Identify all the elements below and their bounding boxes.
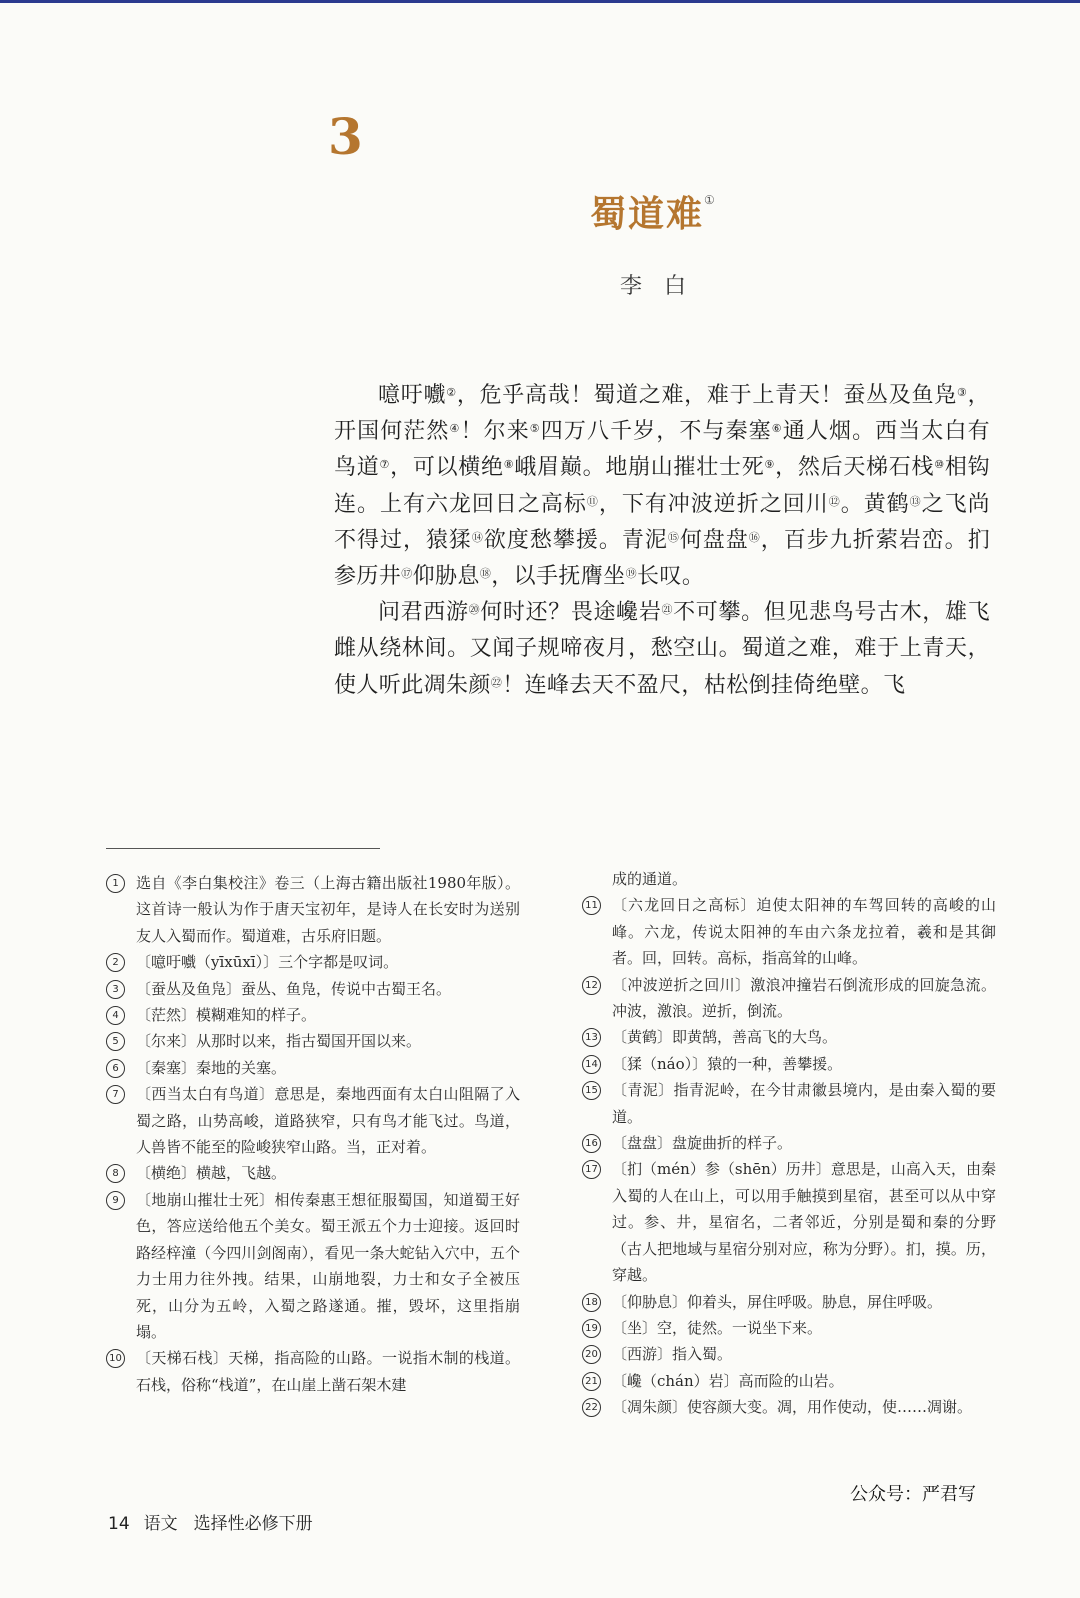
footnote-marker: ⑦ xyxy=(379,458,391,472)
poem-text: 长叹。 xyxy=(637,564,705,590)
poem-text: 仰胁息 xyxy=(412,564,480,590)
footnote-marker: ⑮ xyxy=(667,530,680,544)
wechat-account-label: 公众号：严君写 xyxy=(850,1484,976,1505)
footnote-item xyxy=(582,1368,996,1394)
footnotes-left-column xyxy=(106,870,520,1398)
footnote-text: 〔黄鹤〕即黄鹄，善高飞的大鸟。 xyxy=(612,1028,838,1047)
poem-author: 李白 xyxy=(620,274,709,299)
footnote-marker: ⑳ xyxy=(468,603,481,617)
footnote-item xyxy=(106,976,520,1002)
poem-text: ，然后天梯石栈 xyxy=(775,455,935,481)
poem-text: 峨眉巅。地崩山摧壮士死 xyxy=(514,455,765,481)
footnote-text: 选自《李白集校注》卷三（上海古籍出版社1980年版）。这首诗一般认为作于唐天宝初年，是诗人在长安时为送别友人入蜀而作。蜀道难，古乐府旧题。 xyxy=(136,874,520,945)
footer-book: 选择性必修下册 xyxy=(193,1514,313,1534)
footnote-item xyxy=(582,1394,996,1420)
footnote-marker: ② xyxy=(446,386,457,399)
footnote-marker: ㉒ xyxy=(490,675,503,689)
poem-paragraph xyxy=(334,595,990,704)
footnote-marker: ⑭ xyxy=(471,530,484,544)
footnote-marker: ⑬ xyxy=(909,494,922,508)
poem-text: 问君西游 xyxy=(378,600,469,626)
footnote-text: 〔猱（náo）〕猿的一种，善攀援。 xyxy=(612,1054,843,1073)
poem-title xyxy=(590,193,717,235)
footnote-number: 9 xyxy=(106,1191,125,1210)
footnote-item xyxy=(106,1160,520,1186)
poem-text: ，开国何茫然 xyxy=(334,383,991,445)
footnote-text: 〔地崩山摧壮士死〕相传秦惠王想征服蜀国，知道蜀王好色，答应送给他五个美女。蜀王派五个力士迎接。返回时路经梓潼（今四川剑阁南），看见一条大蛇钻入穴中，五个力士用力往外拽。结果，山崩地裂，力士和女子全被压死，山分为五岭，入蜀之路遂通。摧，毁坏，这里指崩塌。 xyxy=(136,1190,520,1341)
footnote-marker: ㉑ xyxy=(661,603,674,617)
footnote-number: 16 xyxy=(582,1134,601,1153)
footnote-item xyxy=(106,949,520,975)
footnote-item xyxy=(582,1130,996,1156)
poem-text: ，下有冲波逆折之回川 xyxy=(598,491,829,517)
footnote-item xyxy=(582,1051,996,1077)
poem-text: ！尔来 xyxy=(460,419,530,445)
page-number: 14 xyxy=(108,1514,130,1534)
footnote-marker: ⑲ xyxy=(625,567,638,581)
footnote-text: 〔六龙回日之高标〕迫使太阳神的车驾回转的高峻的山峰。六龙，传说太阳神的车由六条龙拉着，羲和是其御者。回，回转。高标，指高耸的山峰。 xyxy=(612,896,996,968)
footnote-text: 〔巉（chán）岩〕高而险的山岩。 xyxy=(612,1371,844,1390)
footnote-item xyxy=(582,1289,996,1315)
footnote-item xyxy=(106,1028,520,1054)
footnote-number: 12 xyxy=(582,976,601,995)
footnote-item xyxy=(106,870,520,949)
poem-text: 欲度愁攀援。青泥 xyxy=(483,527,668,553)
footnote-continuation: 成的通道。 xyxy=(612,870,688,888)
poem-text: 通人烟。西当太白有鸟道 xyxy=(334,419,990,481)
footnote-marker: ⑥ xyxy=(771,422,783,436)
footnote-marker: ⑨ xyxy=(764,458,776,472)
poem-text: 何时还？畏途巉岩 xyxy=(480,600,662,626)
footnote-marker: ⑱ xyxy=(479,567,492,581)
footnotes-right-column xyxy=(582,866,996,1421)
poem-text: 四万八千岁，不与秦塞 xyxy=(540,419,772,445)
footnote-number: 11 xyxy=(582,896,601,915)
poem-text: ，可以横绝 xyxy=(390,455,504,481)
footnote-number: 19 xyxy=(582,1319,601,1338)
poem-text: 相钩连。上有六龙回日之高标 xyxy=(334,455,991,517)
top-border xyxy=(0,0,1080,3)
footnote-number: 5 xyxy=(106,1032,125,1051)
footnote-text: 〔尔来〕从那时以来，指古蜀国开国以来。 xyxy=(136,1032,422,1051)
poem-title-text: 蜀道难 xyxy=(590,193,705,235)
footer-subject: 语文 xyxy=(143,1514,178,1534)
footnote-text: 〔西当太白有鸟道〕意思是，秦地西面有太白山阻隔了入蜀之路，山势高峻，道路狭窄，只有鸟才能飞过。鸟道，人兽皆不能至的险峻狭窄山路。当，正对着。 xyxy=(136,1085,520,1157)
poem-text: ，危乎高哉！蜀道之难，难于上青天！蚕丛及鱼凫 xyxy=(456,383,958,408)
poem-text: 不可攀。但见悲鸟号古木，雄飞雌从绕林间。又闻子规啼夜月，愁空山。蜀道之难，难于上青天，使人听此凋朱颜 xyxy=(334,600,990,698)
footnote-number: 6 xyxy=(106,1059,125,1078)
footnote-item xyxy=(582,1077,996,1130)
poem-text: ，百步九折萦岩峦。扪参历井 xyxy=(334,527,991,590)
footnote-item xyxy=(582,1341,996,1367)
footnote-number: 3 xyxy=(106,980,125,999)
footnote-number: 21 xyxy=(582,1372,601,1391)
footnote-item xyxy=(582,972,996,1025)
footnote-text: 〔天梯石栈〕天梯，指高险的山路。一说指木制的栈道。石栈，俗称“栈道”，在山崖上凿石架木建 xyxy=(136,1349,520,1394)
footnote-marker: ⑪ xyxy=(586,494,599,508)
footnote-number: 20 xyxy=(582,1345,601,1364)
footnote-item xyxy=(582,1024,996,1050)
poem-text: 何盘盘 xyxy=(679,527,749,553)
footnote-item xyxy=(106,1055,520,1081)
footnote-number: 13 xyxy=(582,1028,601,1047)
footnote-marker: ⑰ xyxy=(401,567,413,581)
poem-body xyxy=(334,378,990,704)
footnote-divider xyxy=(106,848,380,849)
footnote-marker: ⑯ xyxy=(748,530,761,544)
footnote-marker: ⑩ xyxy=(934,458,945,472)
poem-text: ！连峰去天不盈尺，枯松倒挂倚绝壁。飞 xyxy=(502,672,906,698)
footnote-number: 7 xyxy=(106,1085,125,1104)
poem-text: 之飞尚不得过，猿猱 xyxy=(334,491,991,553)
footnote-text: 〔蚕丛及鱼凫〕蚕丛、鱼凫，传说中古蜀王名。 xyxy=(136,979,452,998)
footnote-number: 22 xyxy=(582,1398,601,1417)
footnote-marker: ⑧ xyxy=(503,458,515,472)
footnote-item xyxy=(582,892,996,971)
poem-text: ，以手抚膺坐 xyxy=(491,564,626,590)
footnote-number: 14 xyxy=(582,1055,601,1074)
footnote-item xyxy=(106,1187,520,1345)
poem-text: 。黄鹤 xyxy=(840,491,910,517)
footnote-text: 〔横绝〕横越，飞越。 xyxy=(136,1164,287,1183)
footnote-text: 〔青泥〕指青泥岭，在今甘肃徽县境内，是由秦入蜀的要道。 xyxy=(612,1081,996,1126)
footnote-number: 15 xyxy=(582,1081,601,1100)
footnote-text: 〔仰胁息〕仰着头，屏住呼吸。胁息，屏住呼吸。 xyxy=(612,1292,943,1311)
footnote-marker: ⑤ xyxy=(529,422,541,436)
footnote-number: 2 xyxy=(106,953,125,972)
footnote-number: 10 xyxy=(106,1349,125,1368)
title-footnote-marker: ① xyxy=(704,193,717,207)
footnote-text: 〔噫吁嚱（yīxūxī）〕三个字都是叹词。 xyxy=(136,953,399,972)
footnote-number: 1 xyxy=(106,874,125,893)
poem-paragraph xyxy=(334,378,990,595)
footnote-item xyxy=(582,1315,996,1341)
footnote-text: 〔扪（mén）参（shēn）历井〕意思是，山高入天，由秦入蜀的人在山上，可以用手触摸到星宿，甚至可以从中穿过。参、井，星宿名，二者邻近，分别是蜀和秦的分野（古人把地域与星宿分别对应，称为分野）。扪，摸。历，穿越。 xyxy=(612,1160,996,1285)
footnote-number: 4 xyxy=(106,1006,125,1025)
footnote-text: 〔凋朱颜〕使容颜大变。凋，用作使动，使……凋谢。 xyxy=(612,1398,973,1417)
footnote-marker: ⑫ xyxy=(828,494,841,508)
lesson-number: 3 xyxy=(328,107,363,166)
footnote-text: 〔茫然〕模糊难知的样子。 xyxy=(136,1006,317,1025)
footnote-text: 〔盘盘〕盘旋曲折的样子。 xyxy=(612,1134,793,1153)
footnote-item xyxy=(106,1081,520,1160)
poem-text: 噫吁嚱 xyxy=(378,383,447,408)
footnote-text: 〔冲波逆折之回川〕激浪冲撞岩石倒流形成的回旋急流。冲波，激浪。逆折，倒流。 xyxy=(612,975,996,1021)
footnote-number: 8 xyxy=(106,1164,125,1183)
footnote-number: 18 xyxy=(582,1293,601,1312)
footnote-item xyxy=(106,1345,520,1398)
footnote-marker: ③ xyxy=(957,386,968,399)
footnote-text: 〔秦塞〕秦地的关塞。 xyxy=(136,1058,287,1077)
footnote-item xyxy=(106,1002,520,1028)
page-footer xyxy=(108,1516,313,1533)
footnote-text: 〔西游〕指入蜀。 xyxy=(612,1345,733,1364)
footnote-number: 17 xyxy=(582,1160,601,1179)
footnote-item xyxy=(582,1156,996,1288)
footnote-marker: ④ xyxy=(449,422,461,436)
footnote-text: 〔坐〕空，徒然。一说坐下来。 xyxy=(612,1318,823,1337)
